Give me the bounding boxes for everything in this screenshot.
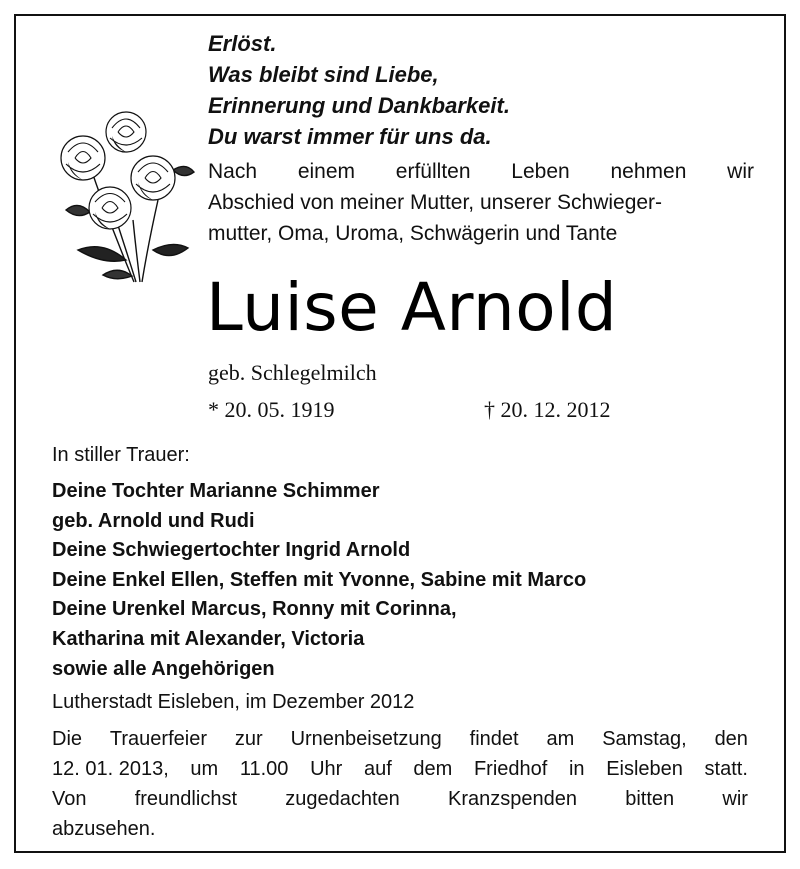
funeral-word: Uhr [310,758,343,780]
funeral-word: Samstag, [602,728,687,750]
funeral-word: Die [52,728,83,750]
intro-word: Leben [511,160,570,183]
mourner-line: Deine Urenkel Marcus, Ronny mit Corinna, [52,598,457,621]
death-date: † 20. 12. 2012 [484,397,611,422]
funeral-word: Friedhof [473,758,548,780]
mourner-line: geb. Arnold und Rudi [52,509,255,532]
poem-line: Was bleibt sind Liebe, [208,62,439,87]
mourner-line: Deine Schwiegertochter Ingrid Arnold [52,539,411,562]
funeral-word: in [568,758,585,780]
intro-word: erfüllten [395,160,471,183]
funeral-word: 11.00 [239,758,289,780]
funeral-notice [52,724,748,844]
funeral-word: Urnenbeisetzung [290,728,442,750]
funeral-line-4: abzusehen. [52,818,156,840]
funeral-line-2 [52,754,748,784]
mourner-line: sowie alle Angehörigen [52,657,275,680]
intro-line-1 [208,156,754,187]
funeral-word: Trauerfeier [109,728,207,750]
funeral-word: den [714,728,748,750]
life-dates [208,395,658,425]
mourner-line: Katharina mit Alexander, Victoria [52,627,365,650]
intro-word: nehmen [610,160,687,183]
funeral-word: findet [469,728,519,750]
intro-line-3: mutter, Oma, Uroma, Schwägerin und Tante [208,222,618,245]
funeral-word: Eisleben [606,758,683,780]
deceased-name: Luise Arnold [206,269,618,346]
poem-line: Du warst immer für uns da. [208,124,492,149]
place-date: Lutherstadt Eisleben, im Dezember 2012 [52,691,415,713]
mourner-line: Deine Tochter Marianne Schimmer [52,480,380,502]
intro-text [208,156,754,249]
funeral-word: freundlichst [134,788,237,810]
poem [208,28,510,152]
mourners-label: In stiller Trauer: [52,444,190,466]
funeral-word: zur [234,728,263,750]
poem-line: Erinnerung und Dankbarkeit. [208,93,510,118]
funeral-word: statt. [704,758,748,780]
funeral-word: dem [413,758,453,780]
poem-line: Erlöst. [208,31,277,56]
birth-name: geb. Schlegelmilch [208,360,377,385]
funeral-word: wir [722,788,748,810]
intro-word: wir [727,160,754,183]
funeral-word: zugedachten [285,788,400,810]
funeral-line-1 [52,724,748,754]
intro-word: Nach [208,160,258,183]
roses-icon [48,100,198,285]
funeral-word: Kranzspenden [448,788,577,810]
intro-line-2: Abschied von meiner Mutter, unserer Schwieger- [208,191,663,214]
funeral-word: am [546,728,575,750]
funeral-word: bitten [625,788,675,810]
mourners-list [52,477,586,684]
funeral-word: 12. 01. 2013, [52,758,169,780]
funeral-line-3 [52,784,748,814]
funeral-word: auf [363,758,392,780]
funeral-word: um [190,758,219,780]
funeral-word: Von [52,788,87,810]
mourner-line: Deine Enkel Ellen, Steffen mit Yvonne, Sabine mit Marco [52,568,587,591]
birth-date: * 20. 05. 1919 [208,397,335,422]
intro-word: einem [297,160,356,183]
